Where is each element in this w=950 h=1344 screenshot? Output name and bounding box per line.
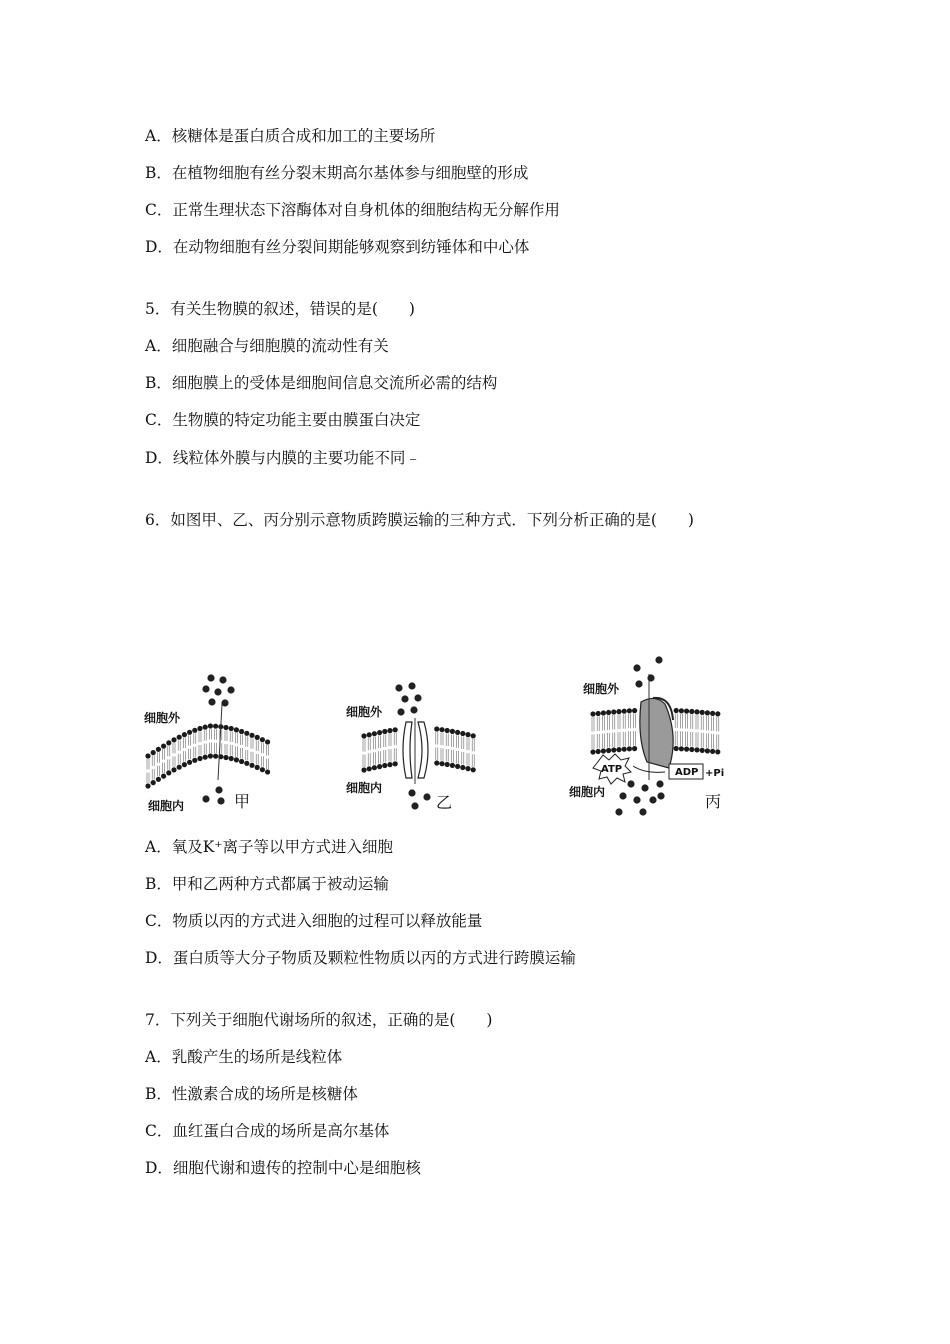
figure-bing — [565, 650, 745, 820]
q7-option-b: B．性激素合成的场所是核糖体 — [145, 1085, 358, 1103]
label-outside-jia: 细胞外 — [144, 711, 181, 725]
label-outside-bing: 细胞外 — [583, 682, 620, 696]
q6-option-d: D．蛋白质等大分子物质及颗粒性物质以丙的方式进行跨膜运输 — [145, 949, 576, 967]
q4-option-b: B．在植物细胞有丝分裂末期高尔基体参与细胞壁的形成 — [145, 164, 529, 182]
q4-option-a: A．核糖体是蛋白质合成和加工的主要场所 — [145, 127, 436, 145]
figure-yi — [342, 680, 487, 820]
q6-stem: 6．如图甲、乙、丙分别示意物质跨膜运输的三种方式．下列分析正确的是( ) — [145, 511, 694, 529]
caption-jia: 甲 — [234, 792, 251, 811]
label-inside-bing: 细胞内 — [569, 785, 606, 799]
q7-option-a: A．乳酸产生的场所是线粒体 — [145, 1048, 343, 1066]
caption-bing: 丙 — [705, 792, 722, 811]
molecules-jia — [202, 674, 234, 804]
q4-option-c: C．正常生理状态下溶酶体对自身机体的细胞结构无分解作用 — [145, 201, 560, 219]
q7-option-c: C．血红蛋白合成的场所是高尔基体 — [145, 1122, 390, 1140]
membrane-jia — [145, 723, 270, 788]
channel-protein-right — [418, 722, 428, 778]
atp-label: ATP — [601, 764, 623, 775]
q4-option-d: D．在动物细胞有丝分裂间期能够观察到纺锤体和中心体 — [145, 238, 530, 256]
q7-option-d: D．细胞代谢和遗传的控制中心是细胞核 — [145, 1159, 421, 1177]
q5-option-a: A．细胞融合与细胞膜的流动性有关 — [145, 337, 389, 355]
label-inside-yi: 细胞内 — [346, 781, 383, 795]
q7-stem: 7．下列关于细胞代谢场所的叙述，正确的是( ) — [145, 1011, 493, 1029]
q5-option-c: C．生物膜的特定功能主要由膜蛋白决定 — [145, 411, 421, 429]
adp-label: ADP — [675, 767, 699, 778]
q5-stem: 5．有关生物膜的叙述，错误的是( ) — [145, 300, 415, 318]
channel-protein-left — [403, 722, 412, 778]
carrier-protein — [640, 698, 673, 768]
q6-option-c: C．物质以丙的方式进入细胞的过程可以释放能量 — [145, 912, 483, 930]
q5-option-d: D．线粒体外膜与内膜的主要功能不同﹣ — [145, 449, 421, 467]
arrow-jia — [218, 704, 222, 780]
pi-label: +Pi — [705, 768, 725, 779]
q6-option-a: A．氧及K⁺离子等以甲方式进入细胞 — [145, 838, 393, 856]
q6-option-b: B．甲和乙两种方式都属于被动运输 — [145, 875, 389, 893]
q5-option-b: B．细胞膜上的受体是细胞间信息交流所必需的结构 — [145, 374, 498, 392]
label-inside-jia: 细胞内 — [148, 799, 185, 813]
caption-yi: 乙 — [436, 793, 453, 812]
membrane-yi — [361, 726, 475, 772]
figure-jia — [140, 668, 280, 818]
label-outside-yi: 细胞外 — [346, 705, 383, 719]
